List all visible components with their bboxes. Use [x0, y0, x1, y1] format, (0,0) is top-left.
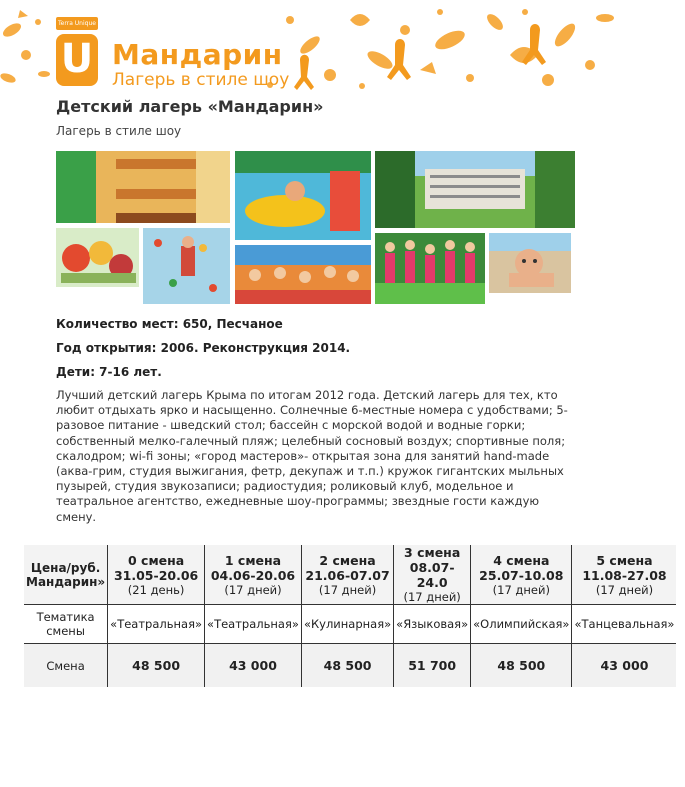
shift-header: 4 смена 25.07-10.08 (17 дней): [471, 545, 572, 605]
table-theme-row: [24, 605, 676, 644]
page-subtitle: Лагерь в стиле шоу: [56, 124, 182, 138]
shift-header: 1 смена 04.06-20.06 (17 дней): [205, 545, 302, 605]
row-label-price: Смена: [24, 644, 108, 688]
fact-opened: Год открытия: 2006. Реконструкция 2014.: [56, 341, 351, 355]
row-label-theme: Тематика смены: [24, 605, 108, 644]
brand-tagline: Лагерь в стиле шоу: [112, 70, 290, 90]
shift-price: 51 700: [394, 644, 471, 688]
shift-theme: «Языковая»: [394, 605, 471, 644]
photo-pool: [235, 151, 371, 240]
shift-theme: «Олимпийская»: [471, 605, 572, 644]
photo-crowd: [235, 245, 371, 304]
shift-price: 48 500: [301, 644, 393, 688]
shift-header: 5 смена 11.08-27.08 (17 дней): [572, 545, 677, 605]
page-title: Детский лагерь «Мандарин»: [56, 97, 324, 116]
shift-price: 43 000: [205, 644, 302, 688]
brand-badge: Terra Unique: [56, 17, 98, 30]
fact-kids: Дети: 7-16 лет.: [56, 365, 162, 379]
shift-header: 0 смена 31.05-20.06 (21 день): [108, 545, 205, 605]
header-banner: [0, 0, 617, 93]
shift-theme: «Театральная»: [108, 605, 205, 644]
table-price-row: [24, 644, 676, 688]
fact-places: Количество мест: 650, Песчаное: [56, 317, 283, 331]
photo-building: [375, 151, 575, 228]
brand-name: Мандарин: [112, 38, 283, 71]
photo-food: [56, 228, 139, 287]
table-corner: Цена/руб. Мандарин»: [24, 545, 108, 605]
price-table: [24, 545, 676, 687]
shift-price: 48 500: [108, 644, 205, 688]
logo-icon: U: [56, 34, 98, 86]
shift-theme: «Театральная»: [205, 605, 302, 644]
photo-room: [56, 151, 230, 223]
photo-climbing: [143, 228, 230, 304]
shift-theme: «Танцевальная»: [572, 605, 677, 644]
table-header-row: [24, 545, 676, 605]
camp-description: Лучший детский лагерь Крыма по итогам 2012 года. Детский лагерь для тех, кто любит отдыхать ярко и насыщенно. Солнечные 6-местные номера с удобствами; 5-разовое питание - шведский стол; бассейн с морской водой и водные горки; собственный мелко-галечный пляж; целебный сосновый воздух; спортивные поля; скалодром; wi-fi зоны; «город мастеров»- открытая зона для занятий hand-made (аква-грим, студия выжигания, фетр, декупаж и т.п.) кружок гигантских мыльных пузырей, студия звукозаписи; радиостудия; роликовый клуб, модельное и театральное агентство, ежедневные шоу-программы; звездные гости каждую смену.: [56, 388, 568, 524]
shift-header: 2 смена 21.06-07.07 (17 дней): [301, 545, 393, 605]
shift-theme: «Кулинарная»: [301, 605, 393, 644]
shift-price: 43 000: [572, 644, 677, 688]
shift-price: 48 500: [471, 644, 572, 688]
photo-boy-beach: [489, 233, 571, 293]
photo-dancers: [375, 233, 485, 304]
shift-header: 3 смена 08.07-24.0 (17 дней): [394, 545, 471, 605]
